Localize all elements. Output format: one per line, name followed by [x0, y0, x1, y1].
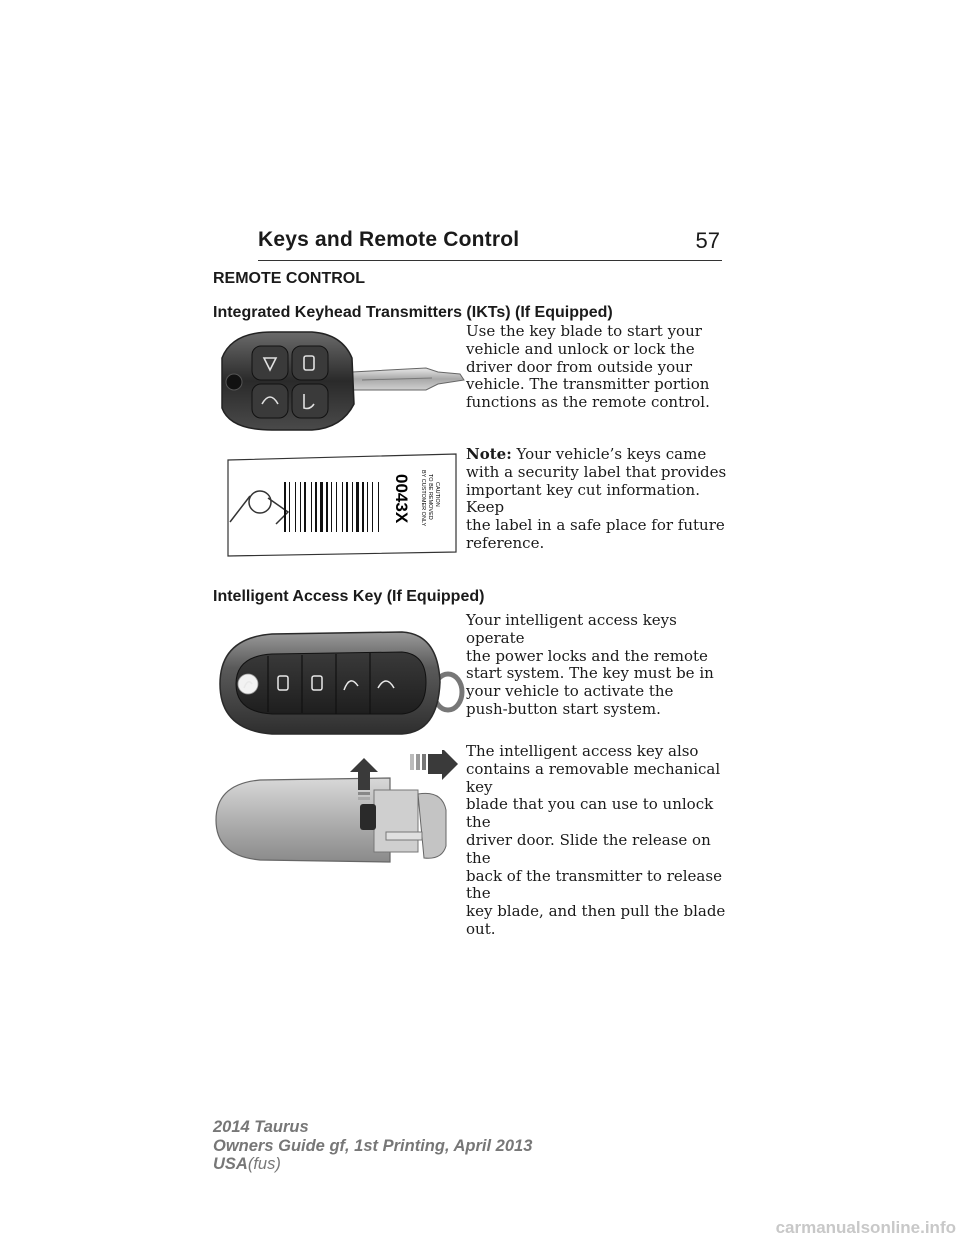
footer-model: 2014 Taurus	[213, 1118, 309, 1136]
barcode-bar	[362, 482, 364, 532]
barcode-bar	[320, 482, 323, 532]
footer-edition: Owners Guide gf, 1st Printing, April 2013	[213, 1136, 533, 1155]
barcode-bar	[352, 482, 353, 532]
security-label-image	[224, 452, 460, 558]
barcode-bar	[372, 482, 373, 532]
barcode-bar	[315, 482, 317, 532]
page-number: 57	[695, 228, 720, 253]
iak-paragraph2-line: back of the transmitter to release the	[466, 866, 722, 903]
iak-paragraph	[466, 612, 728, 719]
ikt-paragraph-line: Use the key blade to start your	[466, 322, 702, 340]
ikt-heading: Integrated Keyhead Transmitters (IKTs) (If Equipped)	[213, 304, 613, 321]
note-label: Note:	[466, 445, 512, 463]
label-caution-line: TO BE REMOVED	[427, 474, 433, 520]
header-rule	[258, 260, 722, 261]
iak-paragraph-2	[466, 743, 728, 939]
footer-region: USA	[213, 1155, 248, 1173]
iak-paragraph2-line: out.	[466, 919, 496, 938]
barcode-bar	[346, 482, 348, 532]
barcode-bar	[356, 482, 359, 532]
ikt-paragraph	[466, 323, 728, 412]
iak-paragraph2-line: The intelligent access key also	[466, 742, 699, 760]
iak-paragraph2-line: key blade, and then pull the blade	[466, 902, 726, 921]
section-title: REMOTE CONTROL	[213, 270, 365, 287]
label-code: 0043X	[392, 474, 411, 524]
watermark: carmanualsonline.info	[775, 1218, 956, 1237]
barcode-bar	[367, 482, 368, 532]
iak-paragraph-line: push-button start system.	[466, 699, 661, 718]
ikt-paragraph-line: driver door from outside your	[466, 357, 693, 376]
intelligent-access-key-image	[212, 628, 474, 740]
barcode-bar	[311, 482, 312, 532]
barcode-bar	[378, 482, 379, 532]
page-footer	[213, 1118, 532, 1174]
barcode-bar	[300, 482, 301, 532]
footer-market	[213, 1155, 532, 1174]
arrow-right-icon	[410, 750, 458, 780]
barcode-bar	[295, 482, 296, 532]
integrated-keyhead-transmitter-image	[212, 328, 468, 440]
iak-paragraph-line: your vehicle to activate the	[466, 682, 674, 701]
barcode-bar	[336, 482, 337, 532]
ikt-note-line: important key cut information. Keep	[466, 480, 700, 517]
ikt-note-line	[466, 446, 728, 464]
iak-paragraph2-line: driver door. Slide the release on the	[466, 830, 711, 867]
label-caution-line: CAUTION	[434, 482, 440, 507]
ikt-paragraph-line: vehicle and unlock or lock the	[466, 339, 695, 358]
label-caution-line: BY CUSTOMER ONLY	[420, 470, 426, 527]
ikt-note-line: with a security label that provides	[466, 462, 727, 481]
iak-paragraph2-line: blade that you can use to unlock the	[466, 795, 714, 832]
removable-key-blade-image	[210, 750, 460, 870]
ikt-note-line: the label in a safe place for future	[466, 516, 725, 535]
page-header	[258, 228, 722, 262]
iak-paragraph-line: Your intelligent access keys operate	[466, 611, 677, 647]
iak-heading: Intelligent Access Key (If Equipped)	[213, 588, 485, 605]
barcode-bar	[331, 482, 332, 532]
barcode-bar	[342, 482, 343, 532]
header-title: Keys and Remote Control	[258, 228, 520, 251]
barcode-bar	[284, 482, 286, 532]
barcode-bar	[326, 482, 328, 532]
ikt-note	[466, 446, 728, 553]
ikt-paragraph-line: vehicle. The transmitter portion	[466, 375, 710, 394]
ikt-note-line: reference.	[466, 533, 545, 552]
iak-paragraph2-line: contains a removable mechanical key	[466, 759, 721, 796]
barcode-bar	[289, 482, 290, 532]
iak-paragraph-line: start system. The key must be in	[466, 664, 714, 683]
ikt-note-text: Your vehicle’s keys came	[516, 445, 707, 463]
iak-paragraph-line: the power locks and the remote	[466, 646, 708, 665]
ikt-paragraph-line: functions as the remote control.	[466, 393, 710, 412]
footer-region-code: (fus)	[247, 1155, 281, 1173]
barcode-bar	[304, 482, 306, 532]
